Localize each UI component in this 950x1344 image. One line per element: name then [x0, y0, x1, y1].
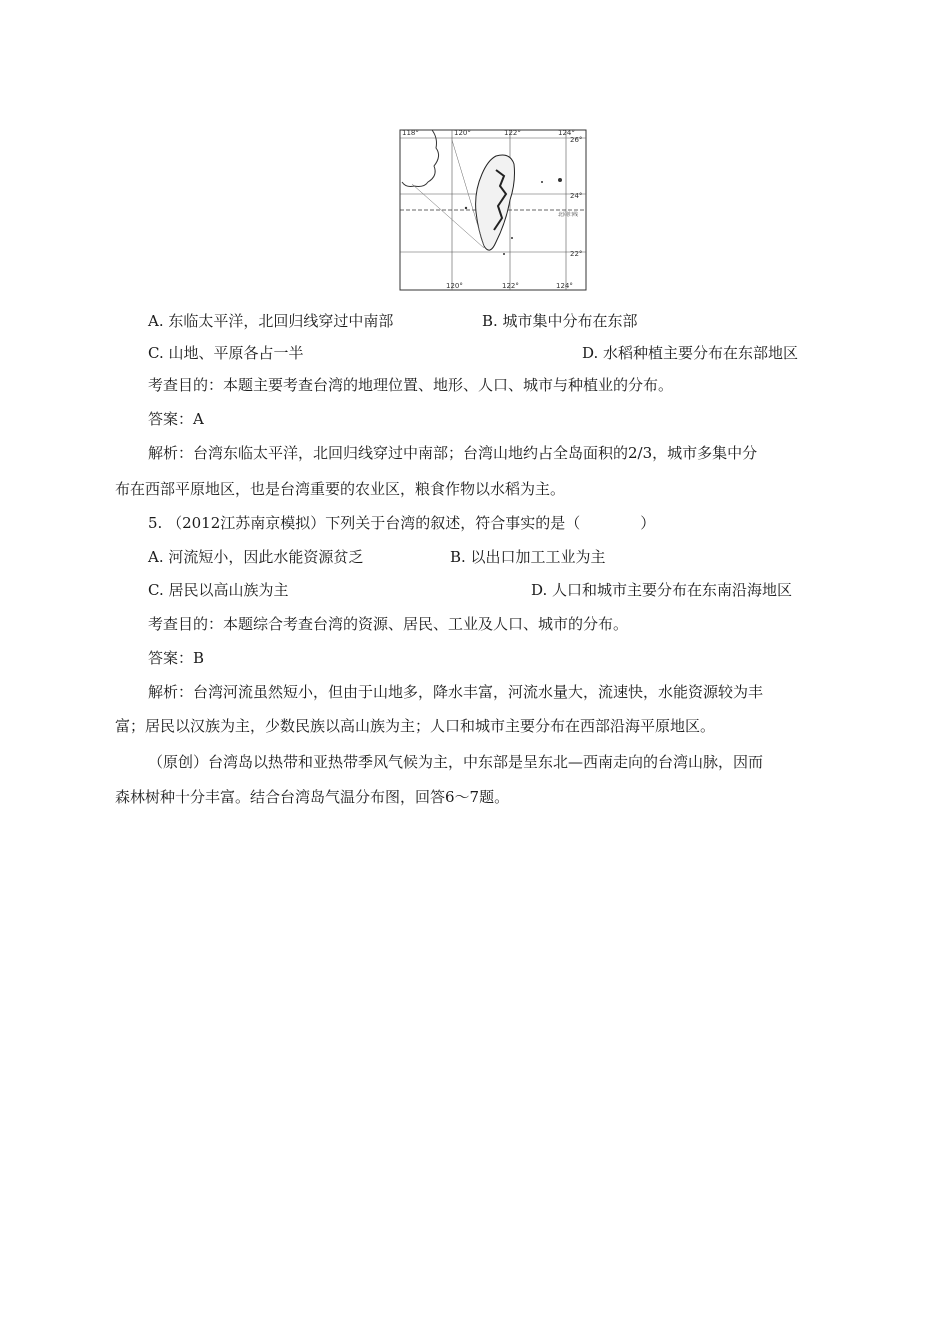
- q5-answer: 答案：B: [148, 649, 205, 667]
- taiwan-map: [392, 126, 592, 294]
- q4-option-a: A. 东临太平洋，北回归线穿过中南部: [148, 312, 394, 330]
- lon-label-118: 118°: [402, 129, 419, 137]
- q4-answer: 答案：A: [148, 410, 204, 428]
- q4-option-d: D. 水稻种植主要分布在东部地区: [582, 344, 799, 362]
- q5-analysis-1: 解析：台湾河流虽然短小，但由于山地多，降水丰富，河流水量大，流速快，水能资源较为丰: [148, 683, 764, 701]
- lat-label-22: 22°: [570, 250, 583, 258]
- q4-purpose: 考查目的：本题主要考查台湾的地理位置、地形、人口、城市与种植业的分布。: [148, 376, 674, 394]
- lon-bottom-120: 120°: [446, 282, 463, 290]
- q5-option-a: A. 河流短小，因此水能资源贫乏: [148, 548, 364, 566]
- intro-line-1: （原创）台湾岛以热带和亚热带季风气候为主，中东部是呈东北—西南走向的台湾山脉，因而: [148, 753, 764, 771]
- q4-option-b: B. 城市集中分布在东部: [482, 312, 638, 330]
- q5-purpose: 考查目的：本题综合考查台湾的资源、居民、工业及人口、城市的分布。: [148, 615, 629, 633]
- q5-option-b: B. 以出口加工工业为主: [450, 548, 606, 566]
- lat-label-24: 24°: [570, 192, 583, 200]
- lon-bottom-122: 122°: [502, 282, 519, 290]
- intro-line-2: 森林树种十分丰富。结合台湾岛气温分布图，回答6～7题。: [115, 788, 510, 806]
- q5-stem: 5. （2012江苏南京模拟）下列关于台湾的叙述，符合事实的是（ ）: [148, 514, 656, 532]
- lat-label-26: 26°: [570, 136, 583, 144]
- lon-label-122: 122°: [504, 129, 521, 137]
- q4-option-c: C. 山地、平原各占一半: [148, 344, 304, 362]
- lon-bottom-124: 124°: [556, 282, 573, 290]
- lon-label-120: 120°: [454, 129, 471, 137]
- q5-option-c: C. 居民以高山族为主: [148, 581, 289, 599]
- tropic-label: 北回归线: [558, 212, 579, 218]
- q4-analysis-2: 布在西部平原地区，也是台湾重要的农业区，粮食作物以水稻为主。: [115, 480, 566, 498]
- q5-analysis-2: 富；居民以汉族为主，少数民族以高山族为主；人口和城市主要分布在西部沿海平原地区。: [115, 717, 716, 735]
- q5-option-d: D. 人口和城市主要分布在东南沿海地区: [531, 581, 793, 599]
- q4-analysis-1: 解析：台湾东临太平洋，北回归线穿过中南部；台湾山地约占全岛面积的2/3，城市多集中分: [148, 444, 758, 462]
- lon-label-124: 124°: [558, 129, 575, 137]
